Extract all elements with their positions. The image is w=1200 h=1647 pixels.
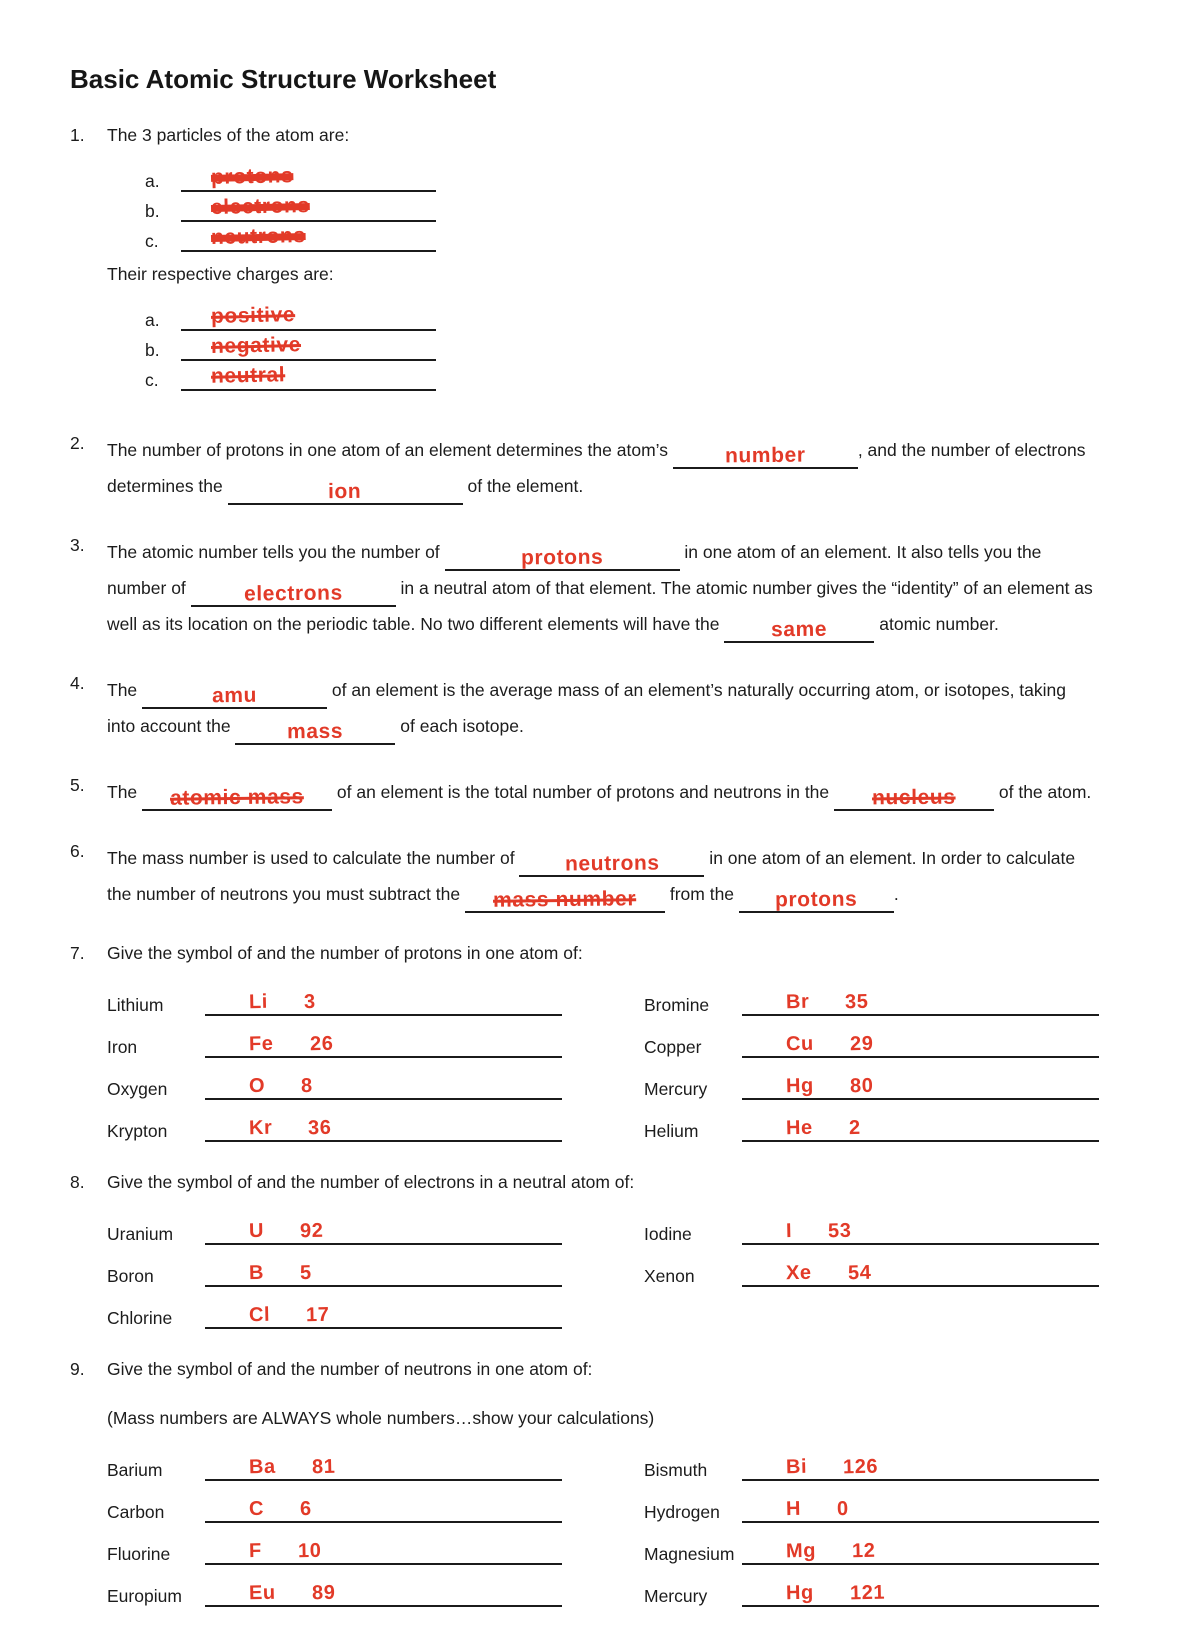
handwritten-number: 89 [311,1581,336,1605]
blank-label: c. [145,370,159,390]
handwritten-symbol: Br [785,990,810,1014]
handwritten-number: 80 [849,1074,874,1098]
answer-line [205,1302,562,1329]
element-name: Bromine [644,995,710,1015]
element-name: Iodine [644,1224,692,1244]
element-name: Iron [107,1037,138,1057]
question-4 [70,673,1130,745]
answer-line [205,989,562,1016]
element-name: Uranium [107,1224,174,1244]
handwritten-answer: neutral [210,363,286,388]
answer-blank [519,851,704,877]
answer-blank [191,581,396,607]
handwritten-symbol: Mg [785,1539,817,1563]
question-number: 9. [70,1359,85,1379]
handwritten-answer: neutrons [210,224,306,249]
handwritten-number: 53 [827,1219,852,1243]
element-name: Fluorine [107,1544,171,1564]
text-part: in one atom of an element. It also tells you the number of [107,542,1042,598]
answer-line [181,165,436,192]
handwritten-number: 5 [299,1261,312,1285]
answer-line [205,1218,562,1245]
element-row [107,1115,562,1142]
element-name: Oxygen [107,1079,168,1099]
answer-blank [142,683,327,709]
blank-row [145,162,1099,192]
blank-row [145,192,1099,222]
handwritten-number: 26 [309,1032,334,1056]
blank-row [145,222,1099,252]
column-left [107,974,562,1142]
question-text: Give the symbol of and the number of electrons in a neutral atom of: [107,1172,635,1192]
handwritten-answer: negative [210,333,302,358]
answer-line [205,1454,562,1481]
element-row [107,1260,562,1287]
handwritten-number: 92 [299,1219,324,1243]
handwritten-answer: nucleus [872,785,956,810]
blank-label: b. [145,201,160,221]
answer-line [205,1496,562,1523]
text-part: of each isotope. [395,716,524,736]
answer-line [181,334,436,361]
element-name: Carbon [107,1502,165,1522]
element-row [644,1538,1099,1565]
handwritten-symbol: Hg [785,1074,815,1098]
text-part: The [107,782,143,802]
element-row [107,1031,562,1058]
text-part: from the [664,884,739,904]
question-text [107,841,1099,913]
element-row [107,1302,562,1329]
handwritten-number: 2 [848,1116,861,1140]
handwritten-answer: ion [328,479,362,504]
handwritten-answer: mass [287,719,344,744]
question-number: 1. [70,125,85,145]
handwritten-answer: mass number [493,887,637,912]
handwritten-symbol: Cu [785,1032,815,1056]
answer-line [742,1538,1099,1565]
element-row [644,1115,1099,1142]
element-columns [107,1203,1099,1329]
text-part: . [893,884,899,904]
question-text [107,535,1099,643]
question-note: (Mass numbers are ALWAYS whole numbers…show your calculations) [107,1408,655,1428]
answer-line [742,989,1099,1016]
answer-line [205,1115,562,1142]
question-number: 5. [70,775,85,795]
handwritten-number: 0 [836,1497,849,1521]
handwritten-symbol: Li [248,990,269,1014]
question-1 [70,125,1130,403]
handwritten-symbol: Bi [785,1455,808,1479]
handwritten-answer: neutrons [564,851,660,876]
element-name: Barium [107,1460,163,1480]
handwritten-number: 126 [842,1455,879,1479]
element-row [644,1073,1099,1100]
question-number: 4. [70,673,85,693]
handwritten-symbol: B [248,1261,265,1285]
element-row [107,1218,562,1245]
question-text [107,775,1099,811]
element-columns [107,1439,1099,1607]
question-number: 2. [70,433,85,453]
column-right [644,1203,1099,1329]
answer-line [742,1218,1099,1245]
element-name: Chlorine [107,1308,173,1328]
page-title: Basic Atomic Structure Worksheet [70,64,497,94]
handwritten-number: 36 [308,1116,333,1140]
element-name: Helium [644,1121,699,1141]
element-row [107,1496,562,1523]
column-right [644,974,1099,1142]
element-name: Mercury [644,1079,708,1099]
handwritten-number: 6 [299,1497,312,1521]
question-2 [70,433,1130,505]
blank-label: a. [145,310,160,330]
question-text: Give the symbol of and the number of protons in one atom of: [107,943,583,963]
element-name: Copper [644,1037,702,1057]
blank-row [145,361,1099,391]
text-part: in one atom of an element. In order to calculate the number of neutrons you must subtract the [107,848,1076,904]
element-name: Krypton [107,1121,168,1141]
text-part: of the element. [462,476,584,496]
question-6 [70,841,1130,913]
answer-line [742,1031,1099,1058]
text-part: The mass number is used to calculate the number of [107,848,520,868]
blank-label: b. [145,340,160,360]
answer-blank [724,617,874,643]
handwritten-answer: positive [210,303,296,328]
column-left [107,1439,562,1607]
blank-row [145,331,1099,361]
question-text: Give the symbol of and the number of neutrons in one atom of: [107,1359,593,1379]
element-name: Lithium [107,995,164,1015]
answer-line [205,1538,562,1565]
element-row [107,989,562,1016]
text-part: The atomic number tells you the number of [107,542,445,562]
handwritten-symbol: C [248,1497,265,1521]
answer-line [742,1073,1099,1100]
element-name: Europium [107,1586,182,1606]
handwritten-symbol: Fe [248,1032,274,1056]
question-number: 6. [70,841,85,861]
handwritten-symbol: U [248,1219,265,1243]
handwritten-answer: protons [775,887,858,912]
element-row [644,989,1099,1016]
text-part: , and the number of electrons determines the [107,440,1086,496]
element-row [644,1031,1099,1058]
handwritten-symbol: Ba [248,1455,276,1479]
handwritten-number: 121 [849,1581,886,1605]
handwritten-answer: number [724,443,806,468]
handwritten-answer: electrons [243,581,343,606]
answer-line [742,1454,1099,1481]
handwritten-number: 3 [303,990,316,1014]
element-row [107,1454,562,1481]
blank-label: a. [145,171,160,191]
handwritten-symbol: Eu [248,1581,276,1605]
charges-subheading: Their respective charges are: [107,264,334,284]
handwritten-number: 12 [851,1539,876,1563]
element-row [644,1260,1099,1287]
particles-blank-list [145,162,1099,252]
question-text [107,433,1099,505]
question-9 [70,1359,1130,1607]
element-row [644,1580,1099,1607]
text-part: atomic number. [874,614,999,634]
handwritten-answer: protons [210,164,294,189]
handwritten-symbol: Hg [785,1581,815,1605]
element-row [644,1454,1099,1481]
handwritten-answer: amu [211,683,258,708]
answer-line [181,195,436,222]
answer-line [181,225,436,252]
element-name: Magnesium [644,1544,735,1564]
question-7 [70,943,1130,1142]
element-name: Mercury [644,1586,708,1606]
handwritten-number: 17 [305,1303,330,1327]
answer-line [742,1115,1099,1142]
answer-line [181,364,436,391]
question-8 [70,1172,1130,1329]
element-columns [107,974,1099,1142]
question-text [107,673,1099,745]
text-part: The number of protons in one atom of an element determines the atom’s [107,440,673,460]
element-row [644,1496,1099,1523]
question-number: 3. [70,535,85,555]
text-part: The [107,680,143,700]
handwritten-number: 35 [845,990,870,1014]
question-number: 7. [70,943,85,963]
column-left [107,1203,562,1329]
handwritten-number: 54 [847,1261,872,1285]
handwritten-answer: same [771,617,828,642]
element-row [107,1073,562,1100]
handwritten-symbol: I [785,1219,793,1243]
question-number: 8. [70,1172,85,1192]
handwritten-number: 10 [297,1539,322,1563]
answer-blank [235,719,395,745]
answer-line [742,1496,1099,1523]
handwritten-number: 8 [300,1074,314,1098]
answer-blank [445,545,680,571]
question-text: The 3 particles of the atom are: [107,125,350,145]
answer-blank [465,887,665,913]
handwritten-answer: electrons [210,193,311,220]
handwritten-symbol: He [785,1116,813,1140]
answer-line [181,304,436,331]
handwritten-symbol: H [785,1497,802,1521]
blank-label: c. [145,231,159,251]
handwritten-answer: protons [520,545,604,570]
answer-line [742,1260,1099,1287]
question-5 [70,775,1130,811]
answer-blank [673,443,858,469]
answer-line [205,1031,562,1058]
handwritten-symbol: O [248,1074,266,1098]
element-name: Hydrogen [644,1502,720,1522]
handwritten-answer: atomic mass [169,785,305,810]
handwritten-symbol: Cl [248,1303,271,1327]
answer-blank [834,785,994,811]
answer-line [205,1580,562,1607]
text-part: of the atom. [994,782,1092,802]
element-row [644,1218,1099,1245]
column-right [644,1439,1099,1607]
answer-line [205,1260,562,1287]
handwritten-number: 81 [311,1455,336,1479]
element-row [107,1580,562,1607]
text-part: in a neutral atom of that element. The atomic number gives the “identity” of an element as well as its location on the periodic table. No two different elements will have the [107,578,1093,634]
handwritten-symbol: Kr [248,1116,273,1140]
handwritten-symbol: F [248,1539,263,1563]
charges-blank-list [145,301,1099,391]
element-row [107,1538,562,1565]
text-part: of an element is the total number of protons and neutrons in the [332,782,835,802]
handwritten-number: 29 [849,1032,874,1056]
element-name: Bismuth [644,1460,708,1480]
blank-row [145,301,1099,331]
answer-blank [142,785,332,811]
element-name: Xenon [644,1266,695,1286]
answer-blank [739,887,894,913]
answer-line [742,1580,1099,1607]
question-3 [70,535,1130,643]
answer-blank [228,479,463,505]
answer-line [205,1073,562,1100]
handwritten-symbol: Xe [785,1261,812,1285]
element-name: Boron [107,1266,154,1286]
text-part: of an element is the average mass of an element’s naturally occurring atom, or isotopes, taking into account the [107,680,1066,736]
